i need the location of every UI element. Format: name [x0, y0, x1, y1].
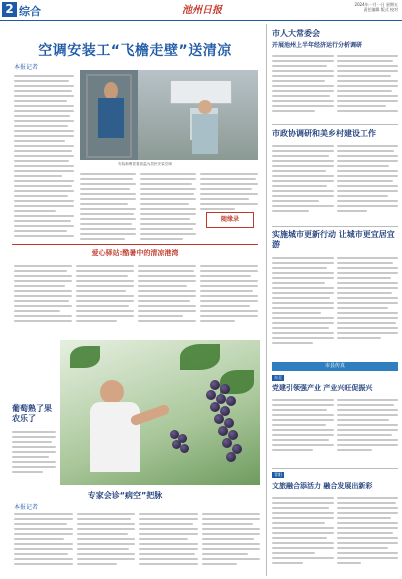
- main-article-col2: [80, 170, 136, 242]
- feature-byline: 本报记者: [14, 504, 39, 511]
- date-line: 2024年一月一日 星期五: [354, 2, 398, 7]
- right-story1-subtitle: 开展池州上半年经济运行分析调研: [272, 42, 363, 49]
- right-rule-2: [272, 226, 398, 227]
- right-story1-title: 市人大常委会: [272, 29, 320, 38]
- newspaper-logo: 池州日报: [182, 5, 222, 16]
- main-article-col4: [200, 170, 258, 210]
- right-rule-3: [272, 468, 398, 469]
- photo-ac-installer: [80, 70, 258, 160]
- right-story1-body: [272, 52, 398, 122]
- header-meta: [355, 2, 398, 12]
- right-story3-title: 实施城市更新行动 让城市更宜居宜游: [272, 230, 395, 249]
- grape-story-title: 葡萄熟了果农乐了: [12, 404, 52, 423]
- section-label: 综合: [19, 5, 41, 18]
- grape-story-intro: [12, 428, 56, 483]
- column-divider: [266, 24, 267, 576]
- section-band: 市县传真: [272, 362, 398, 371]
- feature-body: [14, 510, 260, 572]
- header-rule: [0, 20, 402, 21]
- main-byline: 本报记者: [14, 64, 39, 71]
- photo-grape-harvest: [60, 340, 260, 485]
- photo1-caption: 安装师傅冒着高温为居民安装空调: [118, 162, 172, 166]
- feature-title: 专家会诊“病空”把脉: [87, 491, 163, 500]
- right-story4-body: [272, 396, 398, 466]
- editor-line: 责任编辑 版式 校对: [363, 7, 398, 12]
- right-story4-title: 党建引领强产业 产业兴旺促振兴: [272, 384, 373, 392]
- right-story2-title: 市政协调研和美乡村建设工作: [272, 129, 376, 138]
- right-story5-body: [272, 494, 398, 574]
- commentary-body: [14, 262, 258, 334]
- main-headline: 空调安装工“飞檐走壁”送清凉: [38, 43, 232, 59]
- right-story5-title: 文旅融合添活力 融合发展出新彩: [272, 482, 373, 490]
- commentary-rule: [12, 244, 258, 245]
- tag-qingyang: 青阳: [274, 472, 282, 477]
- commentary-stamp: 随缘录: [206, 212, 254, 228]
- right-rule-1: [272, 124, 398, 125]
- commentary-title: 爱心驿站:酷暑中的清凉港湾: [91, 249, 179, 257]
- main-article-col3: [140, 170, 196, 242]
- right-story2-body: [272, 142, 398, 222]
- page-number-badge: 2: [2, 2, 17, 17]
- main-article-col1: [14, 72, 74, 242]
- right-story3-body: [272, 254, 398, 354]
- tag-dongzhi: 东至: [274, 375, 282, 380]
